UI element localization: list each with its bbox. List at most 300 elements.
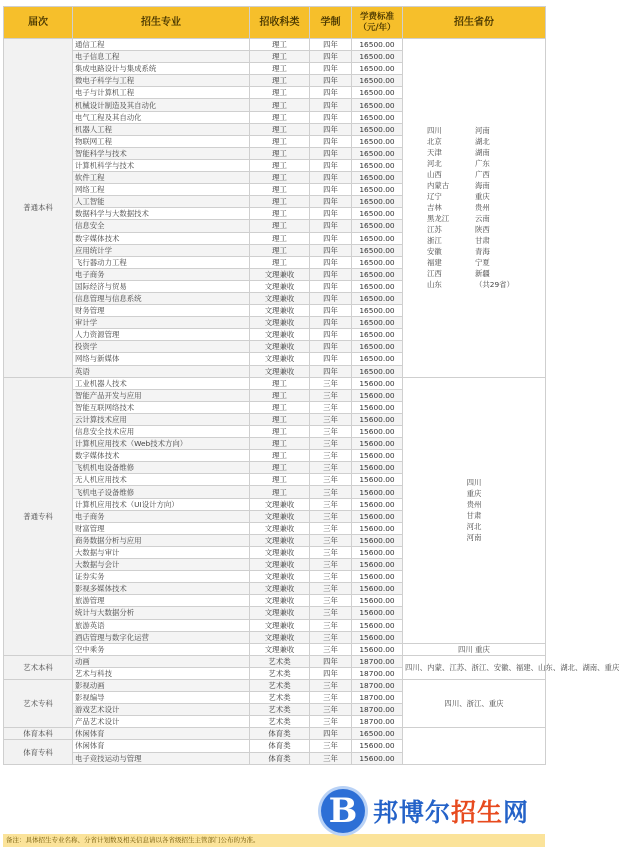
province-name: 贵州 xyxy=(466,500,482,510)
years-cell: 三年 xyxy=(310,486,352,498)
major-cell: 计算机应用技术（Web技术方向） xyxy=(73,438,250,450)
category-cell: 理工 xyxy=(250,426,310,438)
major-cell: 财富管理 xyxy=(73,522,250,534)
category-cell: 理工 xyxy=(250,486,310,498)
years-cell: 四年 xyxy=(310,280,352,292)
category-cell: 文理兼收 xyxy=(250,631,310,643)
province-name: 辽宁 xyxy=(427,192,442,202)
province-name: 四川 xyxy=(427,126,442,136)
fee-cell: 15600.00 xyxy=(352,522,403,534)
years-cell: 三年 xyxy=(310,571,352,583)
province-name: 江西 xyxy=(427,269,442,279)
major-cell: 无人机应用技术 xyxy=(73,474,250,486)
province-name: 重庆 xyxy=(466,489,482,499)
category-cell: 文理兼收 xyxy=(250,365,310,377)
years-cell: 三年 xyxy=(310,450,352,462)
years-cell: 三年 xyxy=(310,692,352,704)
major-cell: 软件工程 xyxy=(73,172,250,184)
category-cell: 艺术类 xyxy=(250,655,310,667)
category-cell: 文理兼收 xyxy=(250,305,310,317)
header-major: 招生专业 xyxy=(73,7,250,39)
category-cell: 文理兼收 xyxy=(250,619,310,631)
fee-cell: 16500.00 xyxy=(352,292,403,304)
category-cell: 艺术类 xyxy=(250,667,310,679)
level-cell: 体育本科 xyxy=(4,728,73,740)
category-cell: 文理兼收 xyxy=(250,559,310,571)
province-name: 山东 xyxy=(427,280,442,290)
fee-cell: 15600.00 xyxy=(352,450,403,462)
category-cell: 文理兼收 xyxy=(250,583,310,595)
years-cell: 三年 xyxy=(310,474,352,486)
years-cell: 四年 xyxy=(310,728,352,740)
province-name: 内蒙古 xyxy=(427,181,450,191)
years-cell: 四年 xyxy=(310,99,352,111)
major-cell: 智能互联网络技术 xyxy=(73,401,250,413)
major-cell: 旅游管理 xyxy=(73,595,250,607)
fee-cell: 16500.00 xyxy=(352,728,403,740)
fee-cell: 16500.00 xyxy=(352,111,403,123)
fee-cell: 18700.00 xyxy=(352,716,403,728)
years-cell: 四年 xyxy=(310,329,352,341)
province-name: 青海 xyxy=(475,247,490,257)
years-cell: 四年 xyxy=(310,196,352,208)
major-cell: 机器人工程 xyxy=(73,123,250,135)
category-cell: 理工 xyxy=(250,159,310,171)
major-cell: 游戏艺术设计 xyxy=(73,704,250,716)
province-name: 广东 xyxy=(475,159,490,169)
years-cell: 三年 xyxy=(310,498,352,510)
years-cell: 四年 xyxy=(310,268,352,280)
category-cell: 文理兼收 xyxy=(250,522,310,534)
years-cell: 三年 xyxy=(310,401,352,413)
fee-cell: 16500.00 xyxy=(352,365,403,377)
years-cell: 三年 xyxy=(310,510,352,522)
fee-cell: 16500.00 xyxy=(352,268,403,280)
category-cell: 理工 xyxy=(250,474,310,486)
category-cell: 理工 xyxy=(250,196,310,208)
years-cell: 四年 xyxy=(310,87,352,99)
major-cell: 工业机器人技术 xyxy=(73,377,250,389)
major-cell: 产品艺术设计 xyxy=(73,716,250,728)
category-cell: 文理兼收 xyxy=(250,595,310,607)
major-cell: 影视动画 xyxy=(73,679,250,691)
fee-cell: 16500.00 xyxy=(352,87,403,99)
major-cell: 大数据与会计 xyxy=(73,559,250,571)
category-cell: 理工 xyxy=(250,208,310,220)
years-cell: 四年 xyxy=(310,172,352,184)
province-name: 重庆 xyxy=(475,192,490,202)
category-cell: 理工 xyxy=(250,389,310,401)
level-cell: 普通本科 xyxy=(4,39,73,378)
fee-cell: 15600.00 xyxy=(352,607,403,619)
major-cell: 影视编导 xyxy=(73,692,250,704)
table-row xyxy=(4,655,546,667)
years-cell: 三年 xyxy=(310,522,352,534)
major-cell: 数字媒体技术 xyxy=(73,450,250,462)
fee-cell: 16500.00 xyxy=(352,51,403,63)
years-cell: 三年 xyxy=(310,389,352,401)
years-cell: 三年 xyxy=(310,704,352,716)
province-name: 江苏 xyxy=(427,225,442,235)
years-cell: 四年 xyxy=(310,292,352,304)
fee-cell: 16500.00 xyxy=(352,353,403,365)
province-name: 黑龙江 xyxy=(427,214,450,224)
major-cell: 人力资源管理 xyxy=(73,329,250,341)
category-cell: 理工 xyxy=(250,172,310,184)
category-cell: 文理兼收 xyxy=(250,607,310,619)
fee-cell: 16500.00 xyxy=(352,256,403,268)
category-cell: 理工 xyxy=(250,232,310,244)
years-cell: 三年 xyxy=(310,559,352,571)
fee-cell: 15600.00 xyxy=(352,752,403,764)
category-cell: 理工 xyxy=(250,413,310,425)
years-cell: 三年 xyxy=(310,546,352,558)
table-row xyxy=(4,643,546,655)
category-cell: 理工 xyxy=(250,135,310,147)
major-cell: 休闲体育 xyxy=(73,740,250,752)
header-category: 招收科类 xyxy=(250,7,310,39)
province-name: 广西 xyxy=(475,170,490,180)
category-cell: 理工 xyxy=(250,401,310,413)
fee-cell: 15600.00 xyxy=(352,559,403,571)
years-cell: 三年 xyxy=(310,462,352,474)
fee-cell: 15600.00 xyxy=(352,426,403,438)
fee-cell: 16500.00 xyxy=(352,147,403,159)
province-name: 四川 xyxy=(466,478,482,488)
province-name: 宁夏 xyxy=(475,258,490,268)
major-cell: 数字媒体技术 xyxy=(73,232,250,244)
province-name: （共29省） xyxy=(475,280,514,290)
major-cell: 商务数据分析与应用 xyxy=(73,534,250,546)
province-name: 吉林 xyxy=(427,203,442,213)
major-cell: 艺术与科技 xyxy=(73,667,250,679)
fee-cell: 16500.00 xyxy=(352,172,403,184)
category-cell: 理工 xyxy=(250,184,310,196)
major-cell: 微电子科学与工程 xyxy=(73,75,250,87)
category-cell: 体育类 xyxy=(250,728,310,740)
watermark-logo-icon: B xyxy=(321,789,365,833)
years-cell: 四年 xyxy=(310,159,352,171)
fee-cell: 16500.00 xyxy=(352,317,403,329)
years-cell: 四年 xyxy=(310,667,352,679)
watermark-text: 邦博尔招生网 xyxy=(373,798,530,827)
fee-cell: 15600.00 xyxy=(352,595,403,607)
province-name: 河南 xyxy=(466,533,482,543)
fee-cell: 18700.00 xyxy=(352,667,403,679)
major-cell: 数据科学与大数据技术 xyxy=(73,208,250,220)
years-cell: 四年 xyxy=(310,341,352,353)
major-cell: 酒店管理与数字化运营 xyxy=(73,631,250,643)
major-cell: 电子商务 xyxy=(73,510,250,522)
province-name: 云南 xyxy=(475,214,490,224)
province-name: 安徽 xyxy=(427,247,442,257)
enrollment-table xyxy=(3,6,619,765)
years-cell: 三年 xyxy=(310,679,352,691)
fee-cell: 16500.00 xyxy=(352,39,403,51)
fee-cell: 15600.00 xyxy=(352,571,403,583)
major-cell: 投资学 xyxy=(73,341,250,353)
years-cell: 四年 xyxy=(310,353,352,365)
years-cell: 三年 xyxy=(310,643,352,655)
years-cell: 四年 xyxy=(310,208,352,220)
years-cell: 四年 xyxy=(310,244,352,256)
level-cell: 艺术本科 xyxy=(4,655,73,679)
fee-cell: 16500.00 xyxy=(352,196,403,208)
province-name: 浙江 xyxy=(427,236,442,246)
major-cell: 飞行器动力工程 xyxy=(73,256,250,268)
category-cell: 理工 xyxy=(250,438,310,450)
fee-cell: 18700.00 xyxy=(352,692,403,704)
category-cell: 文理兼收 xyxy=(250,292,310,304)
major-cell: 电子与计算机工程 xyxy=(73,87,250,99)
province-cell xyxy=(403,377,546,643)
fee-cell: 16500.00 xyxy=(352,159,403,171)
major-cell: 信息安全技术应用 xyxy=(73,426,250,438)
major-cell: 财务管理 xyxy=(73,305,250,317)
years-cell: 三年 xyxy=(310,740,352,752)
fee-cell: 16500.00 xyxy=(352,244,403,256)
years-cell: 四年 xyxy=(310,135,352,147)
fee-cell: 16500.00 xyxy=(352,305,403,317)
fee-cell: 15600.00 xyxy=(352,389,403,401)
years-cell: 三年 xyxy=(310,583,352,595)
province-name: 贵州 xyxy=(475,203,490,213)
category-cell: 理工 xyxy=(250,450,310,462)
years-cell: 四年 xyxy=(310,147,352,159)
years-cell: 四年 xyxy=(310,305,352,317)
fee-cell: 16500.00 xyxy=(352,280,403,292)
table-row xyxy=(4,39,546,51)
major-cell: 云计算技术应用 xyxy=(73,413,250,425)
major-cell: 信息管理与信息系统 xyxy=(73,292,250,304)
province-cell: 四川、浙江、重庆 xyxy=(403,679,546,727)
major-cell: 证券实务 xyxy=(73,571,250,583)
category-cell: 艺术类 xyxy=(250,692,310,704)
fee-cell: 16500.00 xyxy=(352,232,403,244)
major-cell: 集成电路设计与集成系统 xyxy=(73,63,250,75)
category-cell: 理工 xyxy=(250,147,310,159)
footnote: 备注：具体招生专业名称、分省计划数及相关信息请以各省级招生主管部门公布的为准。 xyxy=(3,834,545,847)
province-cell xyxy=(403,39,546,378)
years-cell: 四年 xyxy=(310,63,352,75)
major-cell: 影视多媒体技术 xyxy=(73,583,250,595)
major-cell: 审计学 xyxy=(73,317,250,329)
major-cell: 人工智能 xyxy=(73,196,250,208)
years-cell: 四年 xyxy=(310,232,352,244)
major-cell: 飞机机电设备维修 xyxy=(73,462,250,474)
category-cell: 理工 xyxy=(250,75,310,87)
category-cell: 理工 xyxy=(250,51,310,63)
table-row xyxy=(4,377,546,389)
major-cell: 大数据与审计 xyxy=(73,546,250,558)
fee-cell: 16500.00 xyxy=(352,329,403,341)
years-cell: 三年 xyxy=(310,595,352,607)
fee-cell: 15600.00 xyxy=(352,462,403,474)
fee-cell: 18700.00 xyxy=(352,704,403,716)
years-cell: 三年 xyxy=(310,607,352,619)
category-cell: 理工 xyxy=(250,462,310,474)
province-name: 福建 xyxy=(427,258,442,268)
major-cell: 国际经济与贸易 xyxy=(73,280,250,292)
table-body xyxy=(4,39,619,765)
fee-cell: 15600.00 xyxy=(352,619,403,631)
category-cell: 理工 xyxy=(250,111,310,123)
major-cell: 信息安全 xyxy=(73,220,250,232)
fee-cell: 15600.00 xyxy=(352,401,403,413)
level-cell: 普通专科 xyxy=(4,377,73,655)
category-cell: 文理兼收 xyxy=(250,317,310,329)
major-cell: 电气工程及其自动化 xyxy=(73,111,250,123)
major-cell: 动画 xyxy=(73,655,250,667)
years-cell: 三年 xyxy=(310,426,352,438)
category-cell: 理工 xyxy=(250,244,310,256)
years-cell: 四年 xyxy=(310,123,352,135)
province-name: 河北 xyxy=(427,159,442,169)
fee-cell: 16500.00 xyxy=(352,99,403,111)
province-name: 天津 xyxy=(427,148,442,158)
fee-cell: 16500.00 xyxy=(352,208,403,220)
province-name: 海南 xyxy=(475,181,490,191)
fee-cell: 15600.00 xyxy=(352,486,403,498)
province-cell: 四川、内蒙、江苏、浙江、安徽、福建、山东、湖北、湖南、重庆 xyxy=(403,655,546,679)
province-name: 甘肃 xyxy=(466,511,482,521)
years-cell: 四年 xyxy=(310,184,352,196)
category-cell: 理工 xyxy=(250,99,310,111)
fee-cell: 15600.00 xyxy=(352,510,403,522)
category-cell: 艺术类 xyxy=(250,679,310,691)
header-fee: 学费标准（元/年） xyxy=(352,7,403,39)
years-cell: 三年 xyxy=(310,377,352,389)
years-cell: 四年 xyxy=(310,39,352,51)
fee-cell: 15600.00 xyxy=(352,498,403,510)
years-cell: 四年 xyxy=(310,75,352,87)
fee-cell: 16500.00 xyxy=(352,341,403,353)
category-cell: 体育类 xyxy=(250,752,310,764)
major-cell: 智能科学与技术 xyxy=(73,147,250,159)
major-cell: 计算机科学与技术 xyxy=(73,159,250,171)
category-cell: 理工 xyxy=(250,220,310,232)
fee-cell: 16500.00 xyxy=(352,123,403,135)
category-cell: 文理兼收 xyxy=(250,329,310,341)
major-cell: 旅游英语 xyxy=(73,619,250,631)
fee-cell: 15600.00 xyxy=(352,438,403,450)
province-name: 湖南 xyxy=(475,148,490,158)
major-cell: 英语 xyxy=(73,365,250,377)
category-cell: 理工 xyxy=(250,63,310,75)
years-cell: 四年 xyxy=(310,111,352,123)
fee-cell: 16500.00 xyxy=(352,75,403,87)
fee-cell: 15600.00 xyxy=(352,413,403,425)
years-cell: 三年 xyxy=(310,619,352,631)
fee-cell: 15600.00 xyxy=(352,377,403,389)
major-cell: 空中乘务 xyxy=(73,643,250,655)
category-cell: 文理兼收 xyxy=(250,534,310,546)
major-cell: 应用统计学 xyxy=(73,244,250,256)
fee-cell: 18700.00 xyxy=(352,655,403,667)
fee-cell: 16500.00 xyxy=(352,184,403,196)
province-name: 新疆 xyxy=(475,269,490,279)
site-watermark xyxy=(321,786,547,836)
major-cell: 统计与大数据分析 xyxy=(73,607,250,619)
years-cell: 四年 xyxy=(310,51,352,63)
province-name: 北京 xyxy=(427,137,442,147)
fee-cell: 16500.00 xyxy=(352,63,403,75)
level-cell: 体育专科 xyxy=(4,740,73,764)
fee-cell: 15600.00 xyxy=(352,740,403,752)
category-cell: 文理兼收 xyxy=(250,510,310,522)
category-cell: 文理兼收 xyxy=(250,341,310,353)
fee-cell: 15600.00 xyxy=(352,474,403,486)
major-cell: 网络与新媒体 xyxy=(73,353,250,365)
header-province: 招生省份 xyxy=(403,7,546,39)
major-cell: 计算机应用技术（UI设计方向） xyxy=(73,498,250,510)
years-cell: 四年 xyxy=(310,220,352,232)
years-cell: 四年 xyxy=(310,256,352,268)
province-name: 河北 xyxy=(466,522,482,532)
years-cell: 三年 xyxy=(310,631,352,643)
fee-cell: 15600.00 xyxy=(352,643,403,655)
category-cell: 理工 xyxy=(250,256,310,268)
years-cell: 三年 xyxy=(310,716,352,728)
major-cell: 通信工程 xyxy=(73,39,250,51)
major-cell: 网络工程 xyxy=(73,184,250,196)
category-cell: 理工 xyxy=(250,377,310,389)
fee-cell: 18700.00 xyxy=(352,679,403,691)
major-cell: 电子竞技运动与管理 xyxy=(73,752,250,764)
major-cell: 机械设计制造及其自动化 xyxy=(73,99,250,111)
category-cell: 文理兼收 xyxy=(250,498,310,510)
category-cell: 文理兼收 xyxy=(250,268,310,280)
category-cell: 文理兼收 xyxy=(250,546,310,558)
province-name: 湖北 xyxy=(475,137,490,147)
major-cell: 飞机电子设备维修 xyxy=(73,486,250,498)
years-cell: 四年 xyxy=(310,365,352,377)
province-name: 河南 xyxy=(475,126,490,136)
category-cell: 文理兼收 xyxy=(250,280,310,292)
fee-cell: 15600.00 xyxy=(352,631,403,643)
years-cell: 四年 xyxy=(310,317,352,329)
table-row xyxy=(4,679,546,691)
category-cell: 艺术类 xyxy=(250,704,310,716)
table-header-row xyxy=(4,7,546,39)
years-cell: 三年 xyxy=(310,438,352,450)
fee-cell: 16500.00 xyxy=(352,220,403,232)
major-cell: 电子商务 xyxy=(73,268,250,280)
province-cell: 四川 重庆 xyxy=(403,643,546,655)
header-years: 学制 xyxy=(310,7,352,39)
category-cell: 艺术类 xyxy=(250,716,310,728)
category-cell: 理工 xyxy=(250,123,310,135)
province-name: 甘肃 xyxy=(475,236,490,246)
major-cell: 电子信息工程 xyxy=(73,51,250,63)
major-cell: 智能产品开发与应用 xyxy=(73,389,250,401)
category-cell: 体育类 xyxy=(250,740,310,752)
major-cell: 休闲体育 xyxy=(73,728,250,740)
province-name: 陕西 xyxy=(475,225,490,235)
header-level: 届次 xyxy=(4,7,73,39)
level-cell: 艺术专科 xyxy=(4,679,73,727)
table-row xyxy=(4,728,546,740)
years-cell: 四年 xyxy=(310,655,352,667)
major-cell: 物联网工程 xyxy=(73,135,250,147)
years-cell: 三年 xyxy=(310,752,352,764)
years-cell: 三年 xyxy=(310,534,352,546)
category-cell: 理工 xyxy=(250,87,310,99)
category-cell: 文理兼收 xyxy=(250,571,310,583)
category-cell: 文理兼收 xyxy=(250,643,310,655)
fee-cell: 16500.00 xyxy=(352,135,403,147)
years-cell: 三年 xyxy=(310,413,352,425)
